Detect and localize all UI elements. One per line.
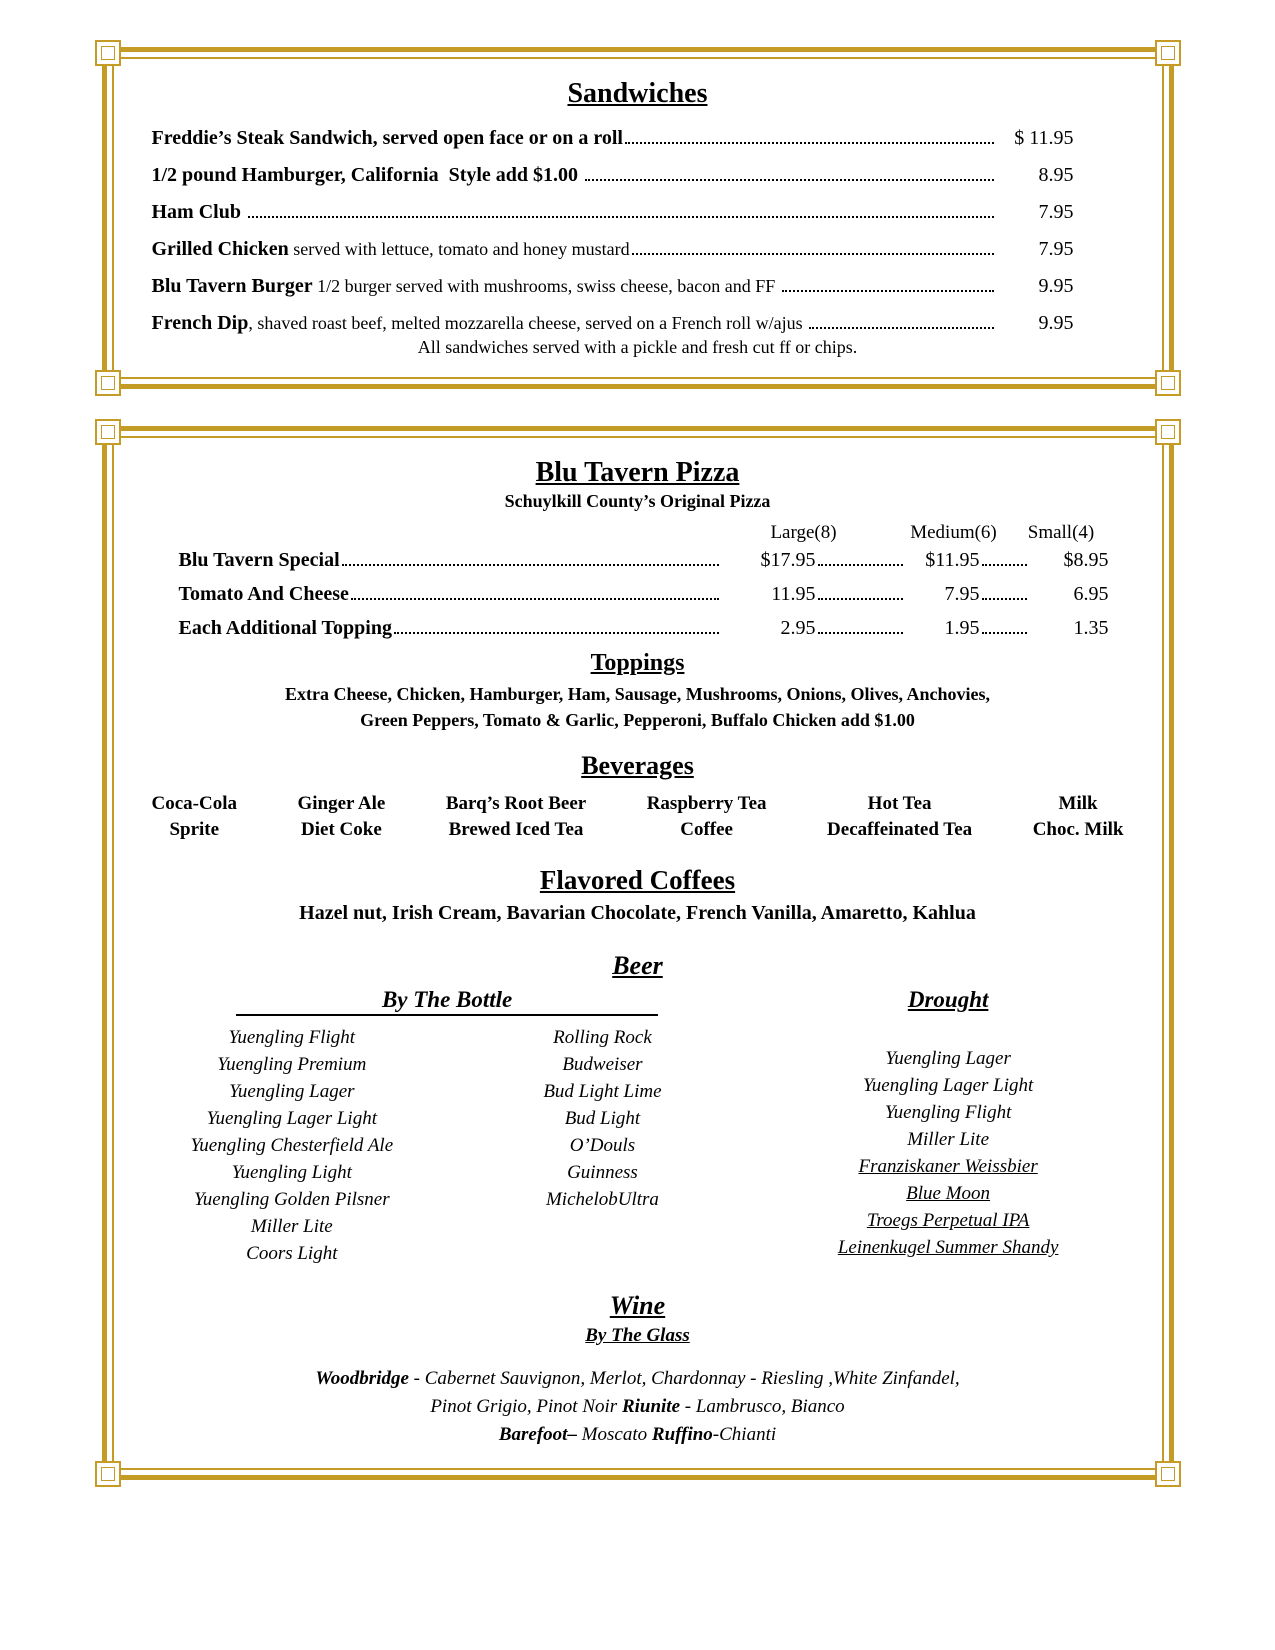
menu-item bbox=[152, 237, 1074, 261]
spacer bbox=[179, 522, 714, 544]
beer-name: Miller Lite bbox=[250, 1216, 333, 1237]
dot-leader bbox=[818, 564, 903, 566]
beer-name: Miller Lite bbox=[907, 1129, 990, 1150]
menu-item bbox=[152, 274, 1074, 298]
beverage-column bbox=[1033, 791, 1124, 843]
beer-name: Blue Moon bbox=[906, 1183, 991, 1204]
price-medium: $11.95 bbox=[925, 549, 980, 571]
wine-varietals: Pinot Grigio, Pinot Noir bbox=[430, 1396, 622, 1417]
corner-ornament bbox=[95, 1461, 121, 1487]
dot-leader bbox=[342, 564, 719, 566]
wine-line-3 bbox=[107, 1421, 1169, 1449]
pizza-price-table bbox=[107, 522, 1169, 641]
price-small: 1.35 bbox=[1073, 617, 1109, 639]
pizza-row bbox=[179, 616, 1109, 641]
beverage-column bbox=[827, 791, 972, 843]
beer-name: Budweiser bbox=[562, 1054, 643, 1075]
beverages-title: Beverages bbox=[581, 751, 694, 780]
pizza-item-name: Tomato And Cheese bbox=[178, 583, 349, 605]
price-small: 6.95 bbox=[1073, 583, 1109, 605]
wine-title: Wine bbox=[609, 1291, 666, 1320]
beer-name: Bud Light Lime bbox=[543, 1081, 662, 1102]
pizza-item-name: Each Additional Topping bbox=[178, 617, 392, 639]
wine-brand: Riunite bbox=[621, 1396, 681, 1417]
corner-ornament bbox=[1155, 419, 1181, 445]
pizza-row bbox=[179, 582, 1109, 607]
size-header-small: Small(4) bbox=[1027, 522, 1095, 543]
item-desc: served with lettuce, tomato and honey mustard bbox=[288, 239, 630, 259]
item-price: $ 11.95 bbox=[1014, 127, 1074, 149]
dot-leader bbox=[351, 598, 719, 600]
pizza-row bbox=[179, 548, 1109, 573]
price-large: 11.95 bbox=[771, 583, 816, 605]
wine-brand: Woodbridge bbox=[315, 1368, 409, 1389]
dot-leader bbox=[982, 632, 1027, 634]
beverage-column bbox=[446, 791, 586, 843]
menu-item bbox=[152, 163, 1074, 187]
beer-name: Guinness bbox=[567, 1162, 638, 1183]
beer-name: Yuengling Light bbox=[231, 1162, 352, 1183]
beverage: Ginger Ale bbox=[297, 793, 386, 814]
item-price: 8.95 bbox=[1038, 164, 1074, 186]
wine-by-the-glass: By The Glass bbox=[585, 1325, 690, 1346]
flavored-coffees-title: Flavored Coffees bbox=[539, 865, 736, 895]
beer-name: Yuengling Flight bbox=[228, 1027, 356, 1048]
dot-leader bbox=[818, 632, 903, 634]
beverage: Barq’s Root Beer bbox=[445, 793, 587, 814]
item-name: Grilled Chicken bbox=[151, 238, 289, 260]
beer-name: Coors Light bbox=[246, 1243, 338, 1264]
by-the-bottle-block bbox=[137, 987, 758, 1267]
menu-item bbox=[152, 311, 1074, 335]
item-price: 9.95 bbox=[1038, 275, 1074, 297]
wine-brand: Ruffino bbox=[651, 1424, 713, 1445]
beer-name: O’Douls bbox=[569, 1135, 636, 1156]
corner-ornament bbox=[1155, 1461, 1181, 1487]
price-small: $8.95 bbox=[1063, 549, 1109, 571]
beer-name: Franziskaner Weissbier bbox=[858, 1156, 1038, 1177]
corner-ornament bbox=[95, 419, 121, 445]
wine-varietals: Moscato bbox=[576, 1424, 652, 1445]
beer-title: Beer bbox=[612, 951, 663, 980]
bottle-list-left bbox=[137, 1024, 448, 1267]
beer-section bbox=[107, 987, 1169, 1267]
item-name: French Dip bbox=[151, 312, 249, 334]
dot-leader bbox=[625, 142, 994, 144]
beverage-column bbox=[152, 791, 237, 843]
beer-name: Troegs Perpetual IPA bbox=[866, 1210, 1030, 1231]
menu-item bbox=[152, 126, 1074, 150]
toppings-line-1: Extra Cheese, Chicken, Hamburger, Ham, Sausage, Mushrooms, Onions, Olives, Anchovies, bbox=[284, 684, 991, 704]
wine-brand: Barefoot– bbox=[498, 1424, 577, 1445]
beverage: Milk bbox=[1058, 793, 1098, 814]
sandwich-list bbox=[107, 126, 1169, 335]
coffee-flavors: Hazel nut, Irish Cream, Bavarian Chocolate, French Vanilla, Amaretto, Kahlua bbox=[299, 902, 976, 924]
sandwiches-panel bbox=[102, 47, 1174, 389]
item-price: 9.95 bbox=[1038, 312, 1074, 334]
dot-leader bbox=[632, 253, 994, 255]
beverage: Coffee bbox=[680, 819, 733, 840]
dot-leader bbox=[248, 216, 994, 218]
beer-name: Yuengling Lager bbox=[229, 1081, 355, 1102]
item-name: 1/2 pound Hamburger, California Style add $1.00 bbox=[151, 164, 584, 186]
beverage: Sprite bbox=[169, 819, 220, 840]
pizza-item-name: Blu Tavern Special bbox=[178, 549, 340, 571]
beer-name: Yuengling Lager bbox=[885, 1048, 1011, 1069]
dot-leader bbox=[818, 598, 903, 600]
price-medium: 1.95 bbox=[944, 617, 980, 639]
size-header-medium: Medium(6) bbox=[910, 522, 997, 543]
sandwiches-title: Sandwiches bbox=[567, 78, 708, 109]
wine-line-1 bbox=[107, 1365, 1169, 1393]
beverage-column bbox=[647, 791, 767, 843]
panel-gap bbox=[0, 389, 1275, 426]
price-large: $17.95 bbox=[760, 549, 816, 571]
pizza-title: Blu Tavern Pizza bbox=[535, 457, 740, 488]
pizza-subtitle: Schuylkill County’s Original Pizza bbox=[504, 491, 771, 511]
beer-name: Yuengling Lager Light bbox=[206, 1108, 377, 1129]
beverage: Diet Coke bbox=[301, 819, 382, 840]
wine-line-2 bbox=[107, 1393, 1169, 1421]
menu-item bbox=[152, 200, 1074, 224]
pizza-beer-wine-panel bbox=[102, 426, 1174, 1480]
corner-ornament bbox=[1155, 370, 1181, 396]
price-large: 2.95 bbox=[780, 617, 816, 639]
beverage: Hot Tea bbox=[867, 793, 932, 814]
beverage: Choc. Milk bbox=[1032, 819, 1124, 840]
toppings-line-2: Green Peppers, Tomato & Garlic, Pepperoni, Buffalo Chicken add $1.00 bbox=[360, 710, 915, 730]
dot-leader bbox=[585, 179, 993, 181]
beverage: Coca-Cola bbox=[151, 793, 237, 814]
price-medium: 7.95 bbox=[944, 583, 980, 605]
wine-varietals: - Cabernet Sauvignon, Merlot, Chardonnay - Riesling ,White Zinfandel, bbox=[408, 1368, 960, 1389]
item-name: Blu Tavern Burger bbox=[151, 275, 313, 297]
beverage: Brewed Iced Tea bbox=[448, 819, 584, 840]
dot-leader bbox=[782, 290, 994, 292]
size-header-large: Large(8) bbox=[770, 522, 837, 543]
beer-name: Yuengling Premium bbox=[217, 1054, 367, 1075]
beer-name: Yuengling Chesterfield Ale bbox=[190, 1135, 394, 1156]
draught-block bbox=[758, 987, 1139, 1267]
corner-ornament bbox=[1155, 40, 1181, 66]
beer-name: MichelobUltra bbox=[545, 1189, 659, 1210]
sandwiches-footnote: All sandwiches served with a pickle and fresh cut ff or chips. bbox=[417, 337, 858, 357]
beer-name: Yuengling Flight bbox=[884, 1102, 1012, 1123]
dot-leader bbox=[982, 564, 1027, 566]
item-desc: 1/2 burger served with mushrooms, swiss cheese, bacon and FF bbox=[312, 276, 780, 296]
beverage: Raspberry Tea bbox=[646, 793, 767, 814]
item-price: 7.95 bbox=[1038, 201, 1074, 223]
beverage-column bbox=[298, 791, 386, 843]
beer-name: Leinenkugel Summer Shandy bbox=[837, 1237, 1059, 1258]
wine-varietals: -Chianti bbox=[712, 1424, 777, 1445]
beer-name: Rolling Rock bbox=[553, 1027, 652, 1048]
beverages-grid bbox=[107, 791, 1169, 843]
item-price: 7.95 bbox=[1038, 238, 1074, 260]
pizza-size-headers bbox=[179, 522, 1109, 544]
beverage: Decaffeinated Tea bbox=[827, 819, 973, 840]
dot-leader bbox=[394, 632, 719, 634]
draught-heading: Drought bbox=[907, 987, 989, 1012]
item-name: Freddie’s Steak Sandwich, served open face or on a roll bbox=[151, 127, 623, 149]
draught-list bbox=[758, 1021, 1139, 1261]
corner-ornament bbox=[95, 370, 121, 396]
item-name: Ham Club bbox=[151, 201, 246, 223]
dot-leader bbox=[982, 598, 1027, 600]
wine-varietals: - Lambrusco, Bianco bbox=[680, 1396, 845, 1417]
beer-name: Yuengling Golden Pilsner bbox=[193, 1189, 390, 1210]
dot-leader bbox=[809, 327, 993, 329]
item-desc: , shaved roast beef, melted mozzarella cheese, served on a French roll w/ajus bbox=[248, 313, 808, 333]
bottle-list-right bbox=[447, 1024, 758, 1267]
beer-name: Yuengling Lager Light bbox=[862, 1075, 1034, 1096]
by-the-bottle-heading: By The Bottle bbox=[236, 987, 658, 1016]
corner-ornament bbox=[95, 40, 121, 66]
beer-name: Bud Light bbox=[564, 1108, 641, 1129]
toppings-title: Toppings bbox=[590, 650, 685, 676]
